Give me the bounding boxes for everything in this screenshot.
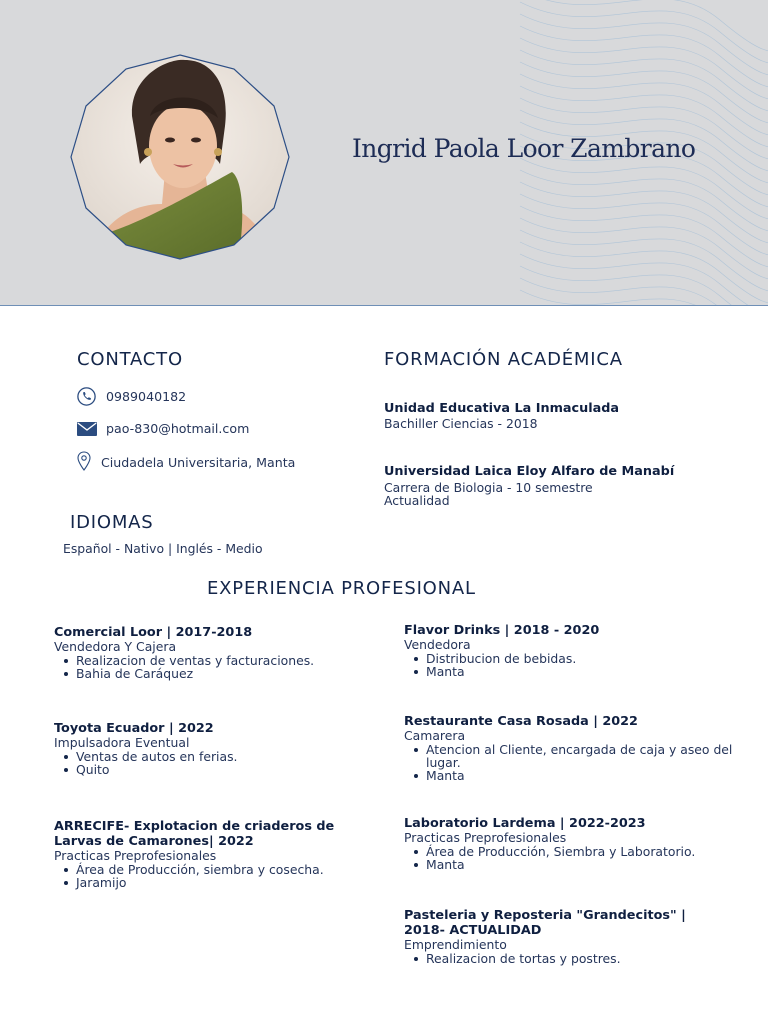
- job-bullet: Bahia de Caráquez: [54, 667, 384, 680]
- job-role: Emprendimiento: [404, 937, 507, 952]
- job-bullets: [404, 952, 704, 965]
- wave-line: [520, 230, 768, 291]
- job-entry: [54, 819, 344, 889]
- wave-line: [520, 0, 768, 51]
- wave-line: [520, 206, 768, 267]
- job-bullet: Quito: [54, 763, 384, 776]
- job-bullet: Atencion al Cliente, encargada de caja y aseo del lugar.: [404, 743, 734, 769]
- job-entry: [404, 816, 734, 871]
- contact-heading: CONTACTO: [77, 349, 183, 370]
- wave-line: [520, 50, 768, 111]
- education-detail: Bachiller Ciencias - 2018: [384, 416, 538, 431]
- education-school: Universidad Laica Eloy Alfaro de Manabí: [384, 464, 675, 479]
- job-title: Toyota Ecuador | 2022: [54, 721, 214, 736]
- job-bullets: [54, 654, 384, 680]
- job-role: Vendedora: [404, 637, 471, 652]
- job-entry: [404, 908, 704, 965]
- job-title: ARRECIFE- Explotacion de criaderos de Larvas de Camarones| 2022: [54, 819, 335, 849]
- wave-line: [520, 62, 768, 123]
- job-bullet: Realizacion de tortas y postres.: [404, 952, 704, 965]
- wave-line: [520, 278, 768, 306]
- wave-line: [520, 182, 768, 243]
- job-entry: [404, 623, 734, 678]
- header-banner: [0, 0, 768, 306]
- job-bullets: [404, 743, 734, 783]
- job-bullet: Área de Producción, siembra y cosecha.: [54, 863, 344, 876]
- wave-line: [520, 38, 768, 99]
- education-detail: Actualidad: [384, 493, 450, 508]
- wave-line: [520, 158, 768, 219]
- wave-line: [520, 14, 768, 75]
- experience-heading: EXPERIENCIA PROFESIONAL: [207, 578, 476, 599]
- job-bullet: Ventas de autos en ferias.: [54, 750, 384, 763]
- job-bullet: Distribucion de bebidas.: [404, 652, 734, 665]
- job-bullet: Área de Producción, Siembra y Laboratorio.: [404, 845, 734, 858]
- wave-line: [520, 254, 768, 306]
- education-detail: Carrera de Biologia - 10 semestre: [384, 480, 593, 495]
- languages-heading: IDIOMAS: [70, 512, 154, 533]
- wave-line: [520, 74, 768, 135]
- job-title: Flavor Drinks | 2018 - 2020: [404, 623, 600, 638]
- wave-line: [520, 2, 768, 63]
- wave-line: [520, 242, 768, 303]
- job-bullet: Manta: [404, 858, 734, 871]
- job-role: Practicas Preprofesionales: [54, 848, 217, 863]
- address: Ciudadela Universitaria, Manta: [101, 455, 296, 470]
- job-role: Camarera: [404, 728, 466, 743]
- job-bullets: [54, 863, 344, 889]
- job-entry: [404, 714, 734, 783]
- languages-text: Español - Nativo | Inglés - Medio: [63, 541, 263, 556]
- location-pin-icon: [77, 451, 91, 471]
- email-icon: [77, 422, 97, 436]
- job-bullet: Manta: [404, 769, 734, 782]
- education-heading: FORMACIÓN ACADÉMICA: [384, 349, 623, 370]
- job-bullet: Realizacion de ventas y facturaciones.: [54, 654, 384, 667]
- job-title: Comercial Loor | 2017-2018: [54, 625, 253, 640]
- profile-photo: [70, 54, 290, 260]
- job-bullet: Jaramijo: [54, 876, 344, 889]
- job-bullets: [404, 845, 734, 871]
- job-bullets: [404, 652, 734, 678]
- wave-line: [520, 26, 768, 87]
- job-title: Laboratorio Lardema | 2022-2023: [404, 816, 646, 831]
- job-bullet: Manta: [404, 665, 734, 678]
- wave-line: [520, 170, 768, 231]
- phone-icon: [77, 387, 96, 406]
- candidate-name: Ingrid Paola Loor Zambrano: [352, 134, 696, 163]
- job-role: Vendedora Y Cajera: [54, 639, 177, 654]
- job-entry: [54, 721, 384, 776]
- job-bullets: [54, 750, 384, 776]
- job-title: Pasteleria y Reposteria "Grandecitos" | 2018- ACTUALIDAD: [404, 908, 686, 938]
- wave-line: [520, 218, 768, 279]
- job-role: Impulsadora Eventual: [54, 735, 190, 750]
- email-address[interactable]: pao-830@hotmail.com: [106, 421, 250, 436]
- education-school: Unidad Educativa La Inmaculada: [384, 401, 620, 416]
- job-title: Restaurante Casa Rosada | 2022: [404, 714, 638, 729]
- job-role: Practicas Preprofesionales: [404, 830, 567, 845]
- job-entry: [54, 625, 384, 680]
- wave-line: [520, 194, 768, 255]
- phone-number[interactable]: 0989040182: [106, 389, 187, 404]
